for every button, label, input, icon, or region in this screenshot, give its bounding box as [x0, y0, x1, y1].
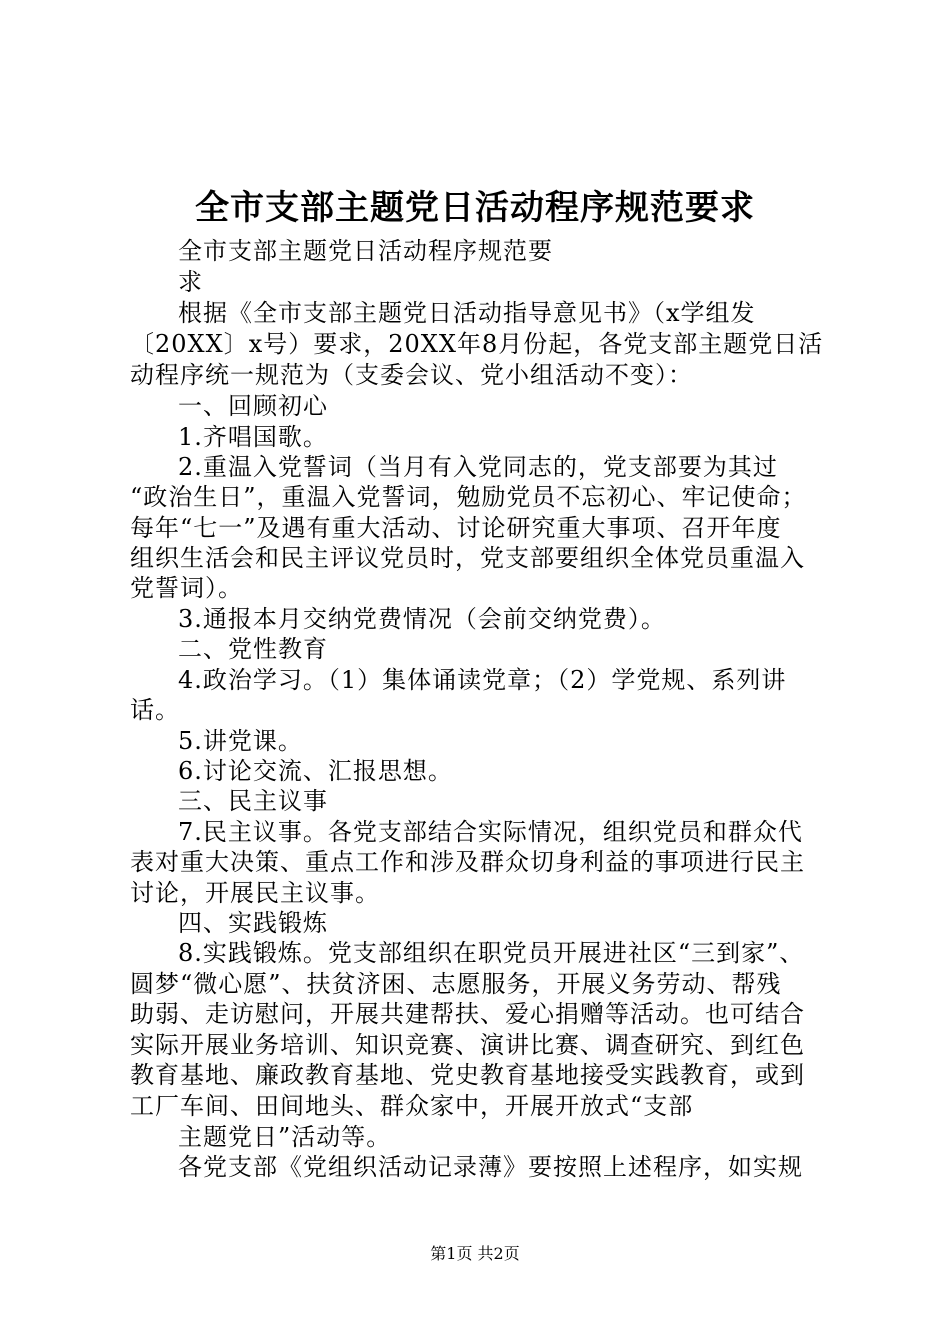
text-line: 2.重温入党誓词（当月有入党同志的，党支部要为其过 [178, 453, 778, 481]
text-line: 组织生活会和民主评议党员时，党支部要组织全体党员重温入 [130, 544, 805, 572]
text-line: 3.通报本月交纳党费情况（会前交纳党费）。 [178, 605, 666, 633]
text-line: 1.齐唱国歌。 [178, 423, 328, 451]
text-line: 教育基地、廉政教育基地、党史教育基地接受实践教育，或到 [130, 1061, 805, 1089]
text-line: 4.政治学习。（1）集体诵读党章；（2）学党规、系列讲 [178, 666, 787, 694]
text-line: 全市支部主题党日活动程序规范要 [178, 237, 553, 265]
text-line: 表对重大决策、重点工作和涉及群众切身利益的事项进行民主 [130, 848, 805, 876]
page-footer: 第1页 共2页 [430, 1244, 520, 1263]
section-heading: 一、回顾初心 [178, 392, 328, 420]
text-line: 6.讨论交流、汇报思想。 [178, 757, 453, 785]
section-heading: 四、实践锻炼 [178, 909, 328, 937]
text-line: 助弱、走访慰问，开展共建帮扶、爱心捐赠等活动。也可结合 [130, 1000, 805, 1028]
section-heading: 二、党性教育 [178, 635, 328, 663]
text-line: 每年“七一”及遇有重大活动、讨论研究重大事项、召开年度 [130, 514, 782, 542]
text-line: 工厂车间、田间地头、群众家中，开展开放式“支部 [130, 1092, 694, 1120]
text-line: 动程序统一规范为（支委会议、党小组活动不变）： [130, 361, 693, 389]
text-line: 话。 [130, 696, 180, 724]
document-title: 全市支部主题党日活动程序规范要求 [195, 188, 755, 228]
text-line: 求 [178, 268, 203, 296]
text-line: 根据《全市支部主题党日活动指导意见书》（x学组发 [178, 299, 756, 327]
text-line: 〔20XX〕x号）要求，20XX年8月份起，各党支部主题党日活 [130, 330, 824, 358]
text-line: 5.讲党课。 [178, 727, 303, 755]
text-line: 实际开展业务培训、知识竞赛、演讲比赛、调查研究、到红色 [130, 1031, 805, 1059]
text-line: 讨论，开展民主议事。 [130, 879, 380, 907]
text-line: 8.实践锻炼。党支部组织在职党员开展进社区“三到家”、 [178, 939, 805, 967]
text-line: “政治生日”，重温入党誓词，勉励党员不忘初心、牢记使命； [130, 483, 807, 511]
text-line: 7.民主议事。各党支部结合实际情况，组织党员和群众代 [178, 818, 803, 846]
text-line: 各党支部《党组织活动记录薄》要按照上述程序，如实规 [178, 1153, 803, 1181]
text-line: 党誓词）。 [130, 574, 243, 602]
text-line: 圆梦“微心愿”、扶贫济困、志愿服务，开展义务劳动、帮残 [130, 970, 782, 998]
section-heading: 三、民主议事 [178, 787, 328, 815]
text-line: 主题党日”活动等。 [178, 1123, 392, 1151]
